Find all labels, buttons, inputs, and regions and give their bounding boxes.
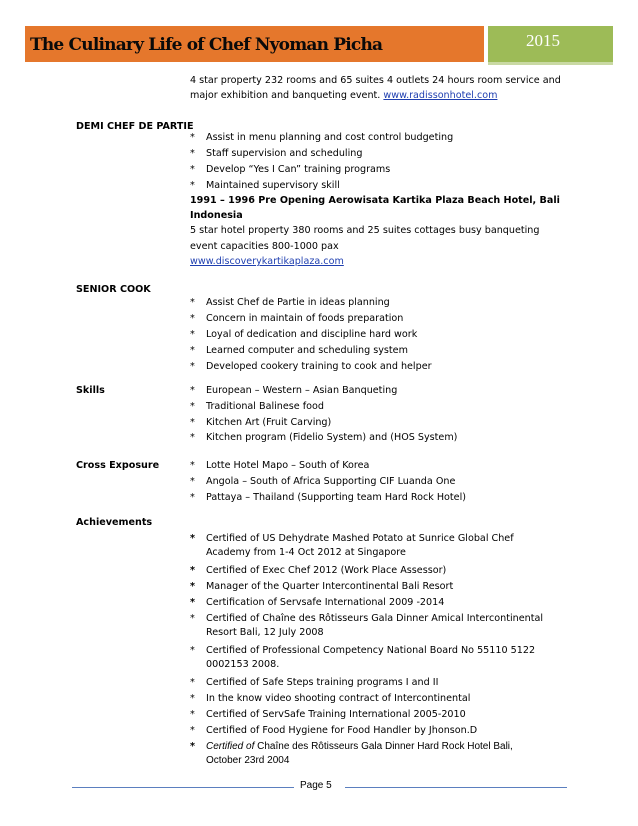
bullet-marker: * — [190, 432, 195, 443]
section-heading-senior-cook: SENIOR COOK — [76, 284, 151, 295]
bullet-marker: * — [190, 645, 195, 656]
achievement-item: Certification of Servsafe International 2009 -2014 — [206, 597, 445, 608]
section-heading-skills: Skills — [76, 385, 105, 396]
employer-description: 5 star hotel property 380 rooms and 25 suites cottages busy banqueting — [190, 225, 540, 236]
bullet-marker: * — [190, 677, 195, 688]
employer-line: 1991 – 1996 Pre Opening Aerowisata Kartika Plaza Beach Hotel, Bali — [190, 195, 560, 206]
employer-description: event capacities 800-1000 pax — [190, 241, 339, 252]
bullet-marker: * — [190, 180, 195, 191]
bullet-marker: * — [190, 613, 195, 624]
list-item: Angola – South of Africa Supporting CIF Luanda One — [206, 476, 456, 487]
bullet-marker: * — [190, 460, 195, 471]
achievement-item: Certified of Professional Competency National Board No 55110 5122 0002153 2008. — [206, 645, 536, 670]
bullet-marker: * — [190, 581, 196, 592]
bullet-marker: * — [190, 329, 195, 340]
achievement-item: Certified of Food Hygiene for Food Handler by Jhonson.D — [206, 725, 478, 736]
header-accent-strip — [488, 62, 613, 65]
intro-line: major exhibition and banqueting event. www.radissonhotel.com — [190, 90, 498, 101]
list-item: Maintained supervisory skill — [206, 180, 340, 191]
list-item: Developed cookery training to cook and helper — [206, 361, 432, 372]
bullet-marker: * — [190, 693, 195, 704]
bullet-marker: * — [190, 476, 195, 487]
bullet-marker: * — [190, 164, 195, 175]
bullet-marker: * — [190, 385, 195, 396]
kartika-plaza-link[interactable]: www.discoverykartikaplaza.com — [190, 256, 344, 267]
section-heading-demi-chef: DEMI CHEF DE PARTIE — [76, 121, 194, 132]
document-title: The Culinary Life of Chef Nyoman Picha — [25, 26, 484, 62]
list-item: Assist in menu planning and cost control budgeting — [206, 132, 454, 143]
list-item: Develop “Yes I Can” training programs — [206, 164, 391, 175]
radisson-link[interactable]: www.radissonhotel.com — [383, 90, 498, 101]
bullet-marker: * — [190, 148, 195, 159]
bullet-marker: * — [190, 313, 195, 324]
bullet-marker: * — [190, 417, 195, 428]
list-item: Learned computer and scheduling system — [206, 345, 408, 356]
bullet-marker: * — [190, 709, 195, 720]
bullet-marker: * — [190, 741, 196, 752]
bullet-marker: * — [190, 533, 196, 544]
achievement-item: Certified of US Dehydrate Mashed Potato at Sunrice Global Chef Academy from 1-4 Oct 2012 at Singapore — [206, 533, 514, 558]
list-item: Kitchen Art (Fruit Carving) — [206, 417, 332, 428]
bullet-marker: * — [190, 345, 195, 356]
bullet-marker: * — [190, 725, 195, 736]
achievement-item: In the know video shooting contract of Intercontinental — [206, 693, 471, 704]
list-item: Traditional Balinese food — [206, 401, 324, 412]
list-item: Assist Chef de Partie in ideas planning — [206, 297, 390, 308]
list-item: Kitchen program (Fidelio System) and (HOS System) — [206, 432, 458, 443]
section-heading-achievements: Achievements — [76, 517, 153, 528]
header-year: 2015 — [488, 26, 613, 62]
bullet-marker: * — [190, 401, 195, 412]
footer-rule-right — [345, 787, 567, 788]
intro-line: 4 star property 232 rooms and 65 suites 4 outlets 24 hours room service and — [190, 75, 561, 86]
achievement-item: Certified of Chaîne des Rôtisseurs Gala Dinner Hard Rock Hotel Bali, October 23rd 2004 — [206, 741, 513, 766]
page-number: Page 5 — [300, 780, 332, 791]
bullet-marker: * — [190, 492, 195, 503]
footer-rule-left — [72, 787, 294, 788]
list-item: Lotte Hotel Mapo – South of Korea — [206, 460, 370, 471]
list-item: Staff supervision and scheduling — [206, 148, 363, 159]
achievement-item: Certified of Chaîne des Rôtisseurs Gala Dinner Amical Intercontinental Resort Bali, 12 July 2008 — [206, 613, 544, 638]
achievement-item: Certified of Safe Steps training programs I and II — [206, 677, 439, 688]
achievement-item: Manager of the Quarter Intercontinental Bali Resort — [206, 581, 454, 592]
bullet-marker: * — [190, 297, 195, 308]
list-item: European – Western – Asian Banqueting — [206, 385, 398, 396]
achievement-item: Certified of Exec Chef 2012 (Work Place Assessor) — [206, 565, 447, 576]
bullet-marker: * — [190, 132, 195, 143]
bullet-marker: * — [190, 361, 195, 372]
achievement-item: Certified of ServSafe Training International 2005-2010 — [206, 709, 466, 720]
employer-line: Indonesia — [190, 210, 243, 221]
list-item: Concern in maintain of foods preparation — [206, 313, 404, 324]
list-item: Pattaya – Thailand (Supporting team Hard Rock Hotel) — [206, 492, 466, 503]
bullet-marker: * — [190, 565, 196, 576]
section-heading-cross-exposure: Cross Exposure — [76, 460, 160, 471]
header-banner — [25, 26, 613, 62]
bullet-marker: * — [190, 597, 196, 608]
list-item: Loyal of dedication and discipline hard work — [206, 329, 418, 340]
